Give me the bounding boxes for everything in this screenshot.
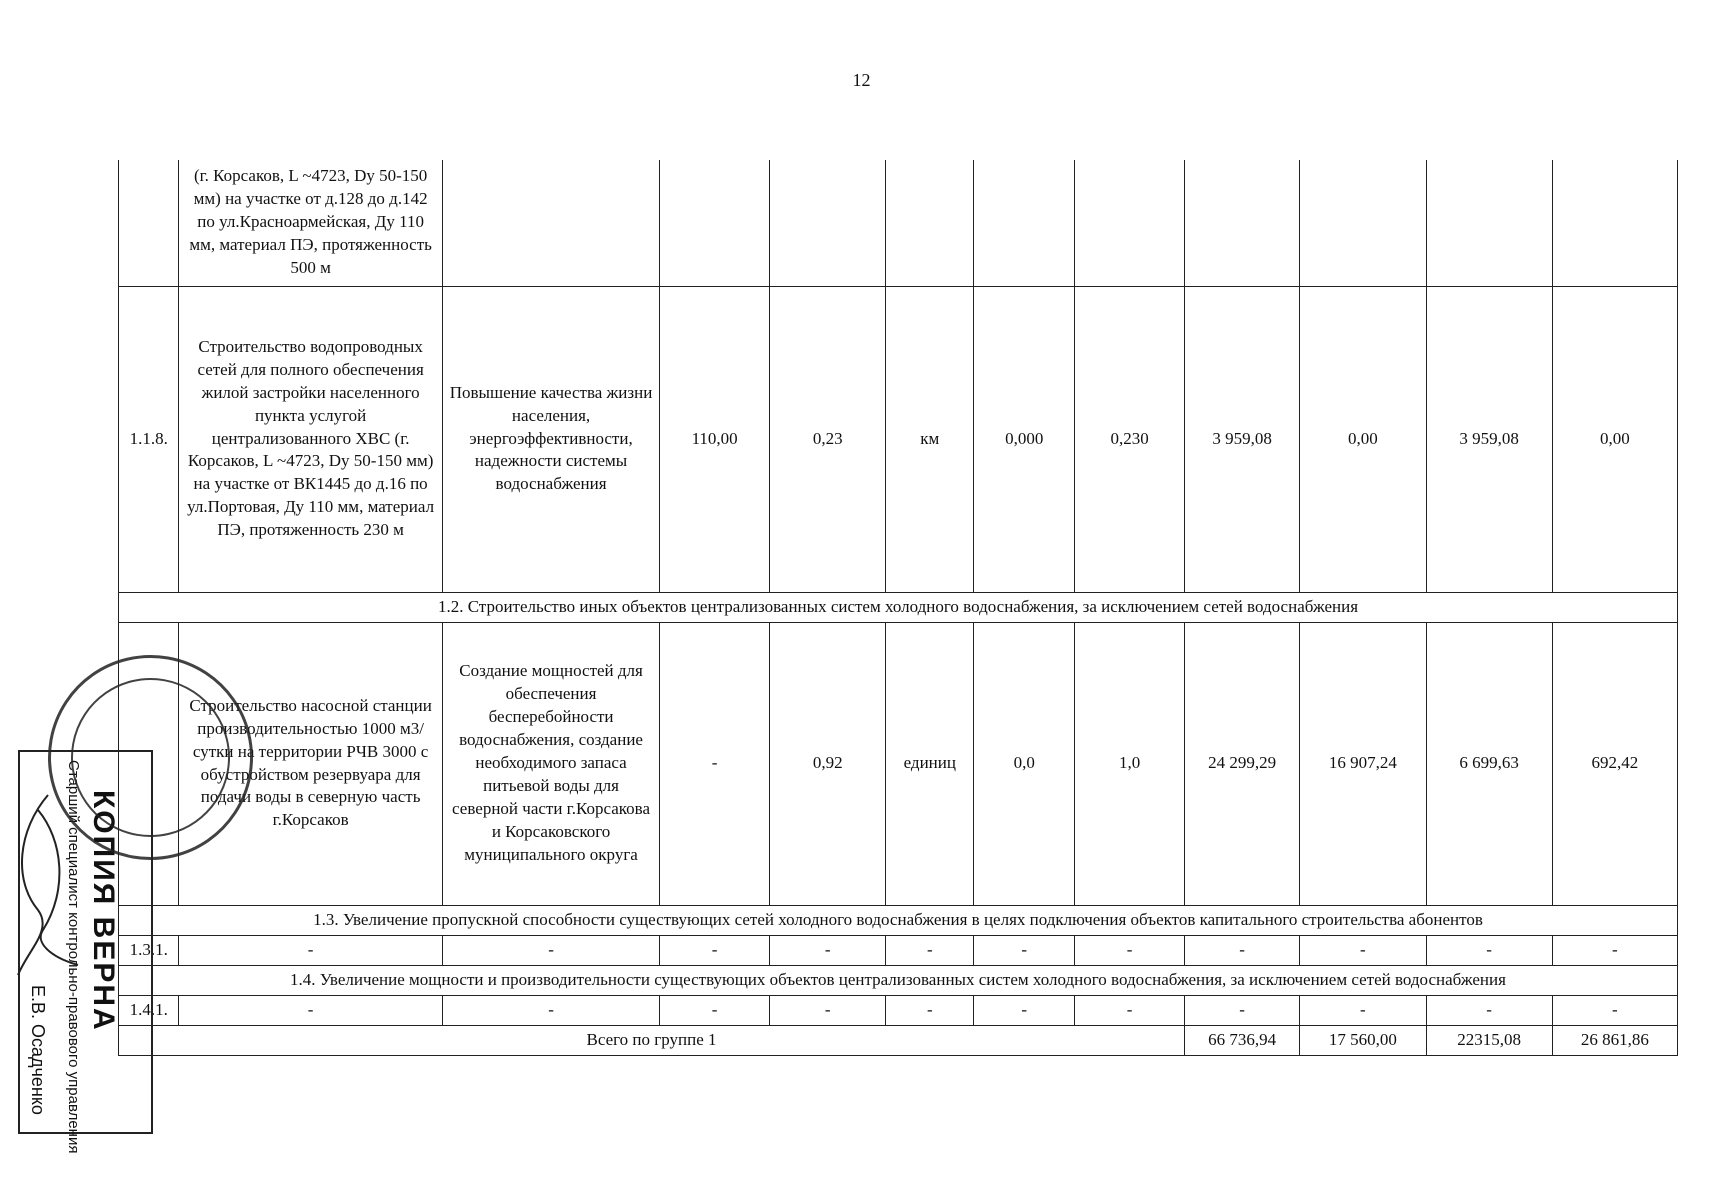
page-number: 12 (852, 70, 871, 90)
cell-c4: 0,23 (770, 286, 886, 592)
cell-c4: - (770, 935, 886, 965)
cell-c9 (1300, 160, 1426, 286)
cell-c6: 0,0 (974, 622, 1075, 905)
cell-c5 (886, 160, 974, 286)
cell-c9: - (1300, 995, 1426, 1025)
cell-name: (г. Корсаков, L ~4723, Dy 50-150 мм) на участке от д.128 до д.142 по ул.Красноармейская, Ду 110 мм, материал ПЭ, протяженность 500 м (179, 160, 442, 286)
cell-purpose: - (442, 935, 659, 965)
cell-c7: 1,0 (1075, 622, 1185, 905)
total-c10: 22315,08 (1426, 1025, 1552, 1055)
cell-name: - (179, 995, 442, 1025)
cell-num: 1.3.1. (119, 935, 179, 965)
cell-purpose: Создание мощностей для обеспечения бесперебойности водоснабжения, создание необходимого запаса питьевой воды для северной части г.Корсакова и Корсаковского муниципального округа (442, 622, 659, 905)
cell-c3: - (660, 935, 770, 965)
cell-c5: единиц (886, 622, 974, 905)
cell-c5: км (886, 286, 974, 592)
total-c11: 26 861,86 (1552, 1025, 1677, 1055)
section-row-1-2 (119, 592, 1678, 622)
cell-c11 (1552, 160, 1677, 286)
cell-name: Строительство насосной станции производительностью 1000 м3/сутки на территории РЧВ 3000 с обустройством резервуара для подачи воды в северную часть г.Корсаков (179, 622, 442, 905)
certifier-position: Старший специалист контрольно-правового управления (65, 760, 82, 1154)
cell-num: 1.1.8. (119, 286, 179, 592)
cell-c6: - (974, 935, 1075, 965)
cell-c3 (660, 160, 770, 286)
cell-purpose: - (442, 995, 659, 1025)
investment-program-table (118, 160, 1678, 1056)
cell-c11: 692,42 (1552, 622, 1677, 905)
total-c9: 17 560,00 (1300, 1025, 1426, 1055)
cell-c8: - (1185, 995, 1300, 1025)
cell-c9: - (1300, 935, 1426, 965)
total-c8: 66 736,94 (1185, 1025, 1300, 1055)
cell-c3: - (660, 995, 770, 1025)
table-row-1-1-8 (119, 286, 1678, 592)
cell-c8: 3 959,08 (1185, 286, 1300, 592)
cell-c9: 16 907,24 (1300, 622, 1426, 905)
table-row-continuation (119, 160, 1678, 286)
total-label: Всего по группе 1 (119, 1025, 1185, 1055)
cell-c6: - (974, 995, 1075, 1025)
cell-c8: - (1185, 935, 1300, 965)
copy-certified-label: КОПИЯ ВЕРНА (87, 790, 120, 1032)
cell-num: 1.4.1. (119, 995, 179, 1025)
cell-c5: - (886, 995, 974, 1025)
cell-c4: 0,92 (770, 622, 886, 905)
cell-c7 (1075, 160, 1185, 286)
cell-c7: - (1075, 935, 1185, 965)
cell-c6 (974, 160, 1075, 286)
cell-c3: 110,00 (660, 286, 770, 592)
cell-c4: - (770, 995, 886, 1025)
table-row-1-3-1 (119, 935, 1678, 965)
cell-purpose (442, 160, 659, 286)
total-row (119, 1025, 1678, 1055)
section-heading: 1.2. Строительство иных объектов централизованных систем холодного водоснабжения, за исключением сетей водоснабжения (119, 592, 1678, 622)
cell-c10: 6 699,63 (1426, 622, 1552, 905)
cell-c8 (1185, 160, 1300, 286)
cell-c3: - (660, 622, 770, 905)
cell-c10: - (1426, 935, 1552, 965)
cell-c11: - (1552, 935, 1677, 965)
cell-c8: 24 299,29 (1185, 622, 1300, 905)
section-row-1-4 (119, 965, 1678, 995)
cell-c9: 0,00 (1300, 286, 1426, 592)
section-heading: 1.4. Увеличение мощности и производительности существующих объектов централизованных систем холодного водоснабжения, за исключением сетей водоснабжения (119, 965, 1678, 995)
cell-c6: 0,000 (974, 286, 1075, 592)
cell-c11: - (1552, 995, 1677, 1025)
cell-c5: - (886, 935, 974, 965)
cell-purpose: Повышение качества жизни населения, энергоэффективности, надежности системы водоснабжения (442, 286, 659, 592)
cell-num (119, 160, 179, 286)
cell-name: Строительство водопроводных сетей для полного обеспечения жилой застройки населенного пункта услугой централизованного ХВС (г. Корсаков, L ~4723, Dy 50-150 мм) на участке от ВК1445 до д.16 по ул.Портовая, Ду 110 мм, материал ПЭ, протяженность 230 м (179, 286, 442, 592)
table-row-pumping-station (119, 622, 1678, 905)
certifier-name: Е.В. Осадченко (28, 985, 48, 1115)
cell-c10: 3 959,08 (1426, 286, 1552, 592)
cell-c10 (1426, 160, 1552, 286)
cell-name: - (179, 935, 442, 965)
cell-c7: 0,230 (1075, 286, 1185, 592)
cell-c7: - (1075, 995, 1185, 1025)
handwritten-signature (8, 790, 88, 980)
cell-c4 (770, 160, 886, 286)
section-heading: 1.3. Увеличение пропускной способности существующих сетей холодного водоснабжения в целях подключения объектов капитального строительства абонентов (119, 905, 1678, 935)
table-row-1-4-1 (119, 995, 1678, 1025)
cell-c10: - (1426, 995, 1552, 1025)
section-row-1-3 (119, 905, 1678, 935)
cell-c11: 0,00 (1552, 286, 1677, 592)
